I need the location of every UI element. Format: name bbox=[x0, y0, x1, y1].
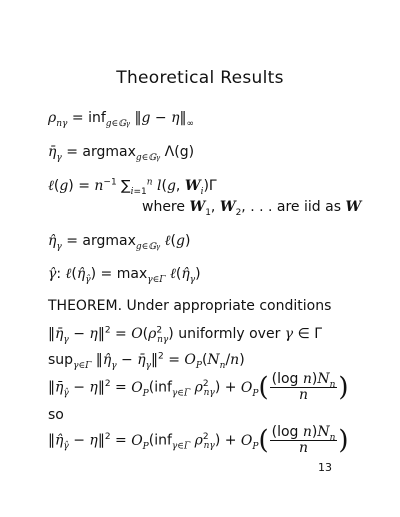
result-sup: sup$_{\gamma\in\Gamma}$ $‖\etâ_\gamma$ − $\etā_\gamma‖^2 = O_P(N_n/n)$ bbox=[48, 351, 245, 371]
slide-title: Theoretical Results bbox=[116, 68, 284, 88]
result-etahat-gammahat: $‖\etâ_{\gammâ}$ − η‖$^2$ = $O_P(inf_{\gamma\in\Gamma}$ $\rho^2_{n\gamma}) + O_P$( $\frac{(\log n)N_n}{n}$ ) bbox=[48, 424, 349, 456]
gammahat-definition: γ̂: $\ell(\etâ_{\gammâ}) = \max_{\gamma\in\Gamma}$ $\ell(\etâ_\gamma)$ bbox=[48, 266, 201, 285]
result-uniform: $‖\etā_\gamma$ − η‖$^2$ = $O(\rho^2_{n\gamma})$ uniformly over γ ∈ Γ bbox=[48, 325, 323, 345]
iid-note: where $W_1$, $W_2$, . . . are iid as W bbox=[142, 199, 362, 218]
page-number: 13 bbox=[318, 461, 332, 474]
so-connector: so bbox=[48, 407, 64, 423]
theorem-heading: THEOREM. Under appropriate conditions bbox=[48, 298, 332, 314]
rho-definition: $\rho_{n\gamma} = inf_{g\in 𝔾\gamma}$ ‖g − $\eta‖_\infty$ bbox=[48, 110, 195, 129]
likelihood-definition: ℓ(g) = $n^{-1}$ $\sum_{i=1}^n$ l(g, $W_i)\Gamma$ bbox=[48, 177, 217, 197]
result-etabar-gammahat: $‖\etā_{\gammâ}$ − η‖$^2$ = $O_P(inf_{\gamma\in\Gamma}$ $\rho^2_{n\gamma}) + O_P$( $\frac{(\log n)N_n}{n}$ ) bbox=[48, 371, 349, 403]
etahat-definition: $\etâ_\gamma = argmax_{g\in 𝔾\gamma}$ ℓ(g) bbox=[48, 233, 191, 252]
etabar-definition: $\etā_\gamma = argmax_{g\in 𝔾\gamma}$ Λ(g) bbox=[48, 144, 195, 163]
